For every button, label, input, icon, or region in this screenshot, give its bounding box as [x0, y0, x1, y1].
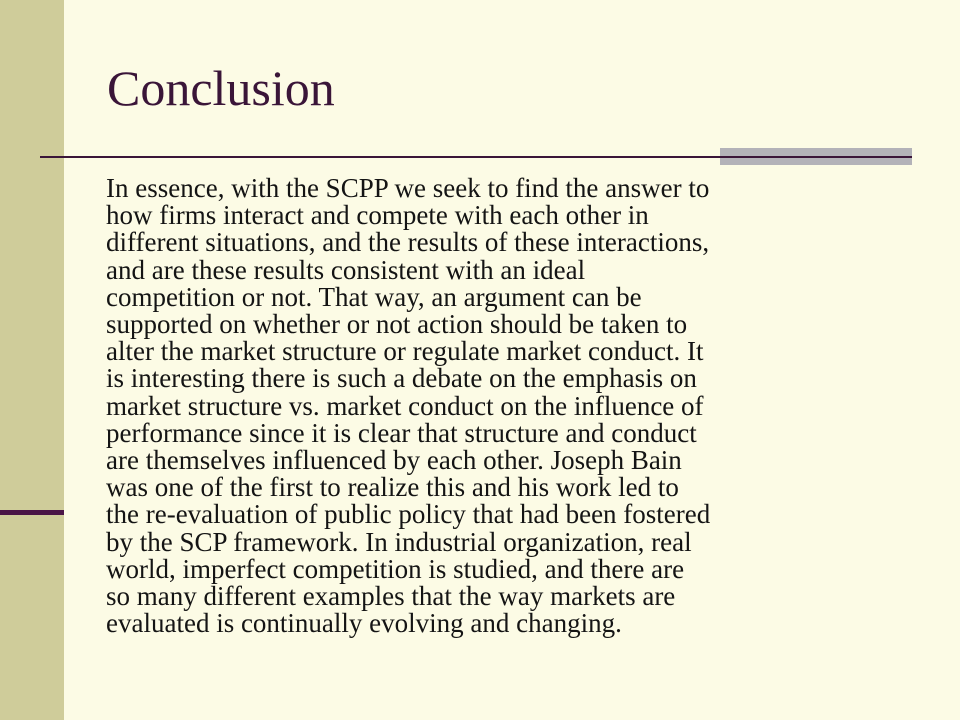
side-decor-band	[0, 0, 64, 720]
body-line: market structure vs. market conduct on the influence of	[106, 390, 704, 421]
body-line: are themselves influenced by each other. Joseph Bain	[106, 445, 682, 476]
body-line: world, imperfect competition is studied, and there are	[106, 553, 685, 584]
body-line: is interesting there is such a debate on the emphasis on	[106, 363, 697, 394]
slide-title: Conclusion	[107, 60, 335, 116]
body-line: and are these results consistent with an ideal	[106, 254, 586, 285]
body-line: evaluated is continually evolving and changing.	[106, 608, 622, 639]
body-line: so many different examples that the way markets are	[106, 581, 676, 612]
body-line: In essence, with the SCPP we seek to find the answer to	[106, 173, 710, 203]
body-line: performance since it is clear that structure and conduct	[106, 417, 697, 448]
body-line: how firms interact and compete with each other in	[106, 200, 649, 231]
divider-accent-block	[720, 148, 912, 165]
side-accent-bar	[0, 510, 64, 515]
body-line: supported on whether or not action should be taken to	[106, 309, 688, 340]
body-line: different situations, and the results of these interactions,	[106, 227, 710, 258]
body-line: competition or not. That way, an argument can be	[106, 281, 642, 312]
body-line: was one of the first to realize this and his work led to	[106, 472, 679, 503]
body-line: the re-evaluation of public policy that had been fostered	[106, 499, 711, 530]
slide-body	[106, 175, 906, 637]
body-line: by the SCP framework. In industrial organization, real	[106, 526, 692, 557]
body-line: alter the market structure or regulate market conduct. It	[106, 336, 704, 367]
